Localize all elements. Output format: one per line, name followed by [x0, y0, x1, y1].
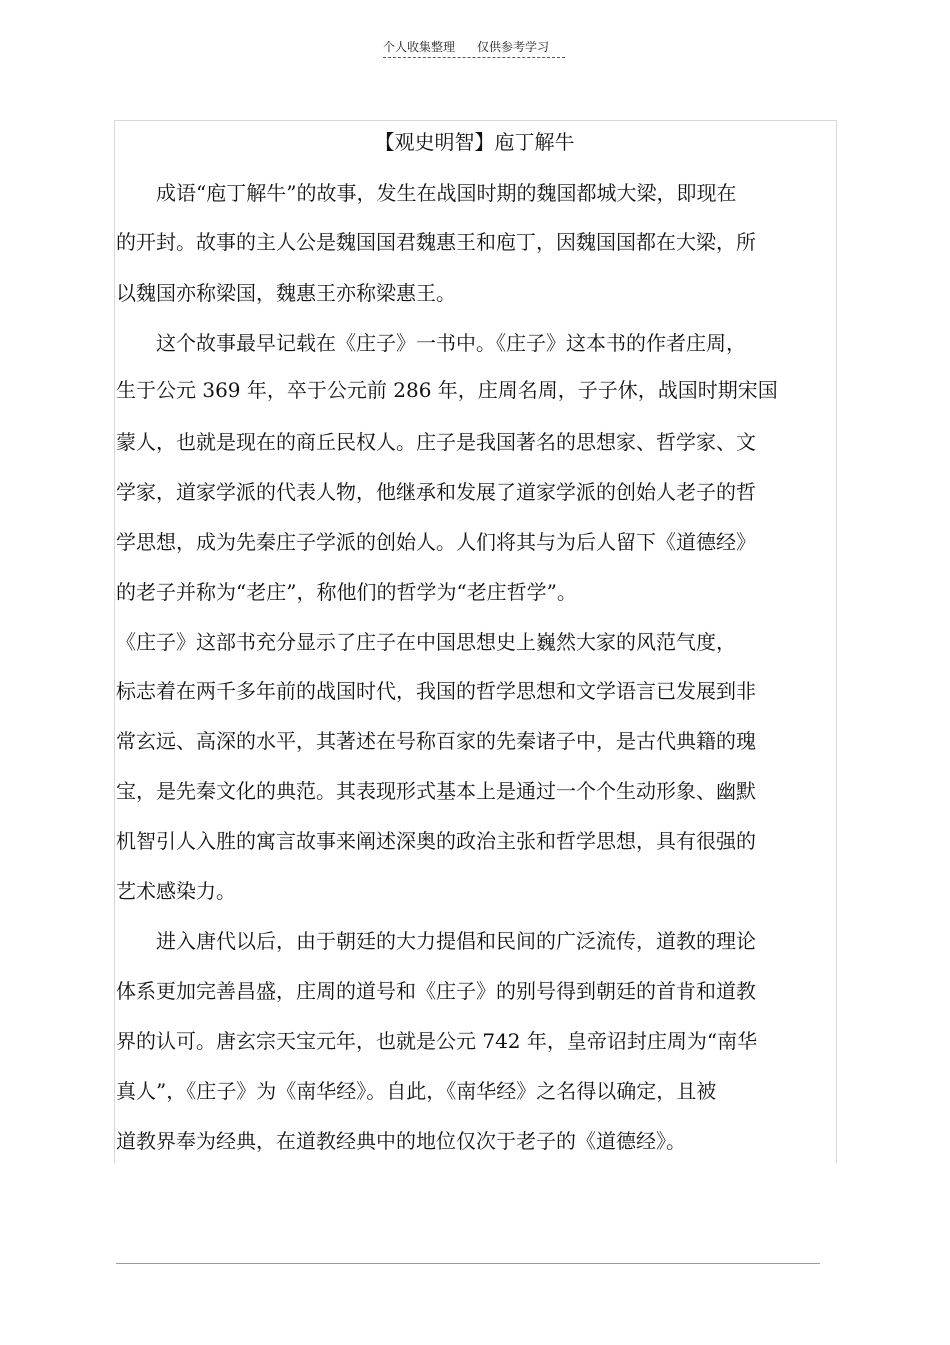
text-line: 学家，道家学派的代表人物，他继承和发展了道家学派的创始人老子的哲: [116, 480, 756, 504]
header-right-text: 仅供参考学习: [477, 40, 550, 54]
text-line: 这个故事最早记载在《庄子》一书中。《庄子》这本书的作者庄周，: [116, 331, 746, 355]
text-line: 机智引人入胜的寓言故事来阐述深奥的政治主张和哲学思想，具有很强的: [116, 829, 756, 853]
text-line: 的老子并称为“老庄”，称他们的哲学为“老庄哲学”。: [116, 580, 577, 604]
text-line: 的开封。故事的主人公是魏国国君魏惠王和庖丁，因魏国国都在大梁，所: [116, 230, 756, 254]
text-line: 宝，是先秦文化的典范。其表现形式基本上是通过一个个生动形象、幽默: [116, 779, 756, 803]
text-line: 界的认可。唐玄宗天宝元年，也就是公元 742 年，皇帝诏封庄周为“南华: [116, 1029, 758, 1053]
text-line: 真人”，《庄子》为《南华经》。自此，《南华经》之名得以确定，且被: [116, 1079, 717, 1103]
text-line: 体系更加完善昌盛，庄周的道号和《庄子》的别号得到朝廷的首肯和道教: [116, 979, 756, 1003]
text-line: 成语“庖丁解牛”的故事，发生在战国时期的魏国都城大梁，即现在: [116, 181, 737, 205]
text-line: 生于公元 369 年，卒于公元前 286 年，庄周名周，子子休，战国时期宋国: [116, 378, 778, 402]
article-title: 【观史明智】庖丁解牛: [374, 130, 575, 154]
text-line: 标志着在两千多年前的战国时代，我国的哲学思想和文学语言已发展到非: [116, 679, 756, 703]
text-line: 以魏国亦称梁国，魏惠王亦称梁惠王。: [116, 281, 456, 305]
text-line: 蒙人，也就是现在的商丘民权人。庄子是我国著名的思想家、哲学家、文: [116, 430, 756, 454]
page-header: [383, 40, 565, 58]
footer-rule: [116, 1263, 820, 1264]
text-line: 《庄子》这部书充分显示了庄子在中国思想史上巍然大家的风范气度，: [116, 630, 736, 654]
text-line: 艺术感染力。: [116, 879, 236, 903]
text-line: 常玄远、高深的水平，其著述在号称百家的先秦诸子中，是古代典籍的瑰: [116, 729, 756, 753]
text-line: 进入唐代以后，由于朝廷的大力提倡和民间的广泛流传，道教的理论: [116, 929, 756, 953]
text-line: 道教界奉为经典，在道教经典中的地位仅次于老子的《道德经》。: [116, 1129, 686, 1153]
header-left-text: 个人收集整理: [383, 40, 456, 54]
text-line: 学思想，成为先秦庄子学派的创始人。人们将其与为后人留下《道德经》: [116, 530, 756, 554]
